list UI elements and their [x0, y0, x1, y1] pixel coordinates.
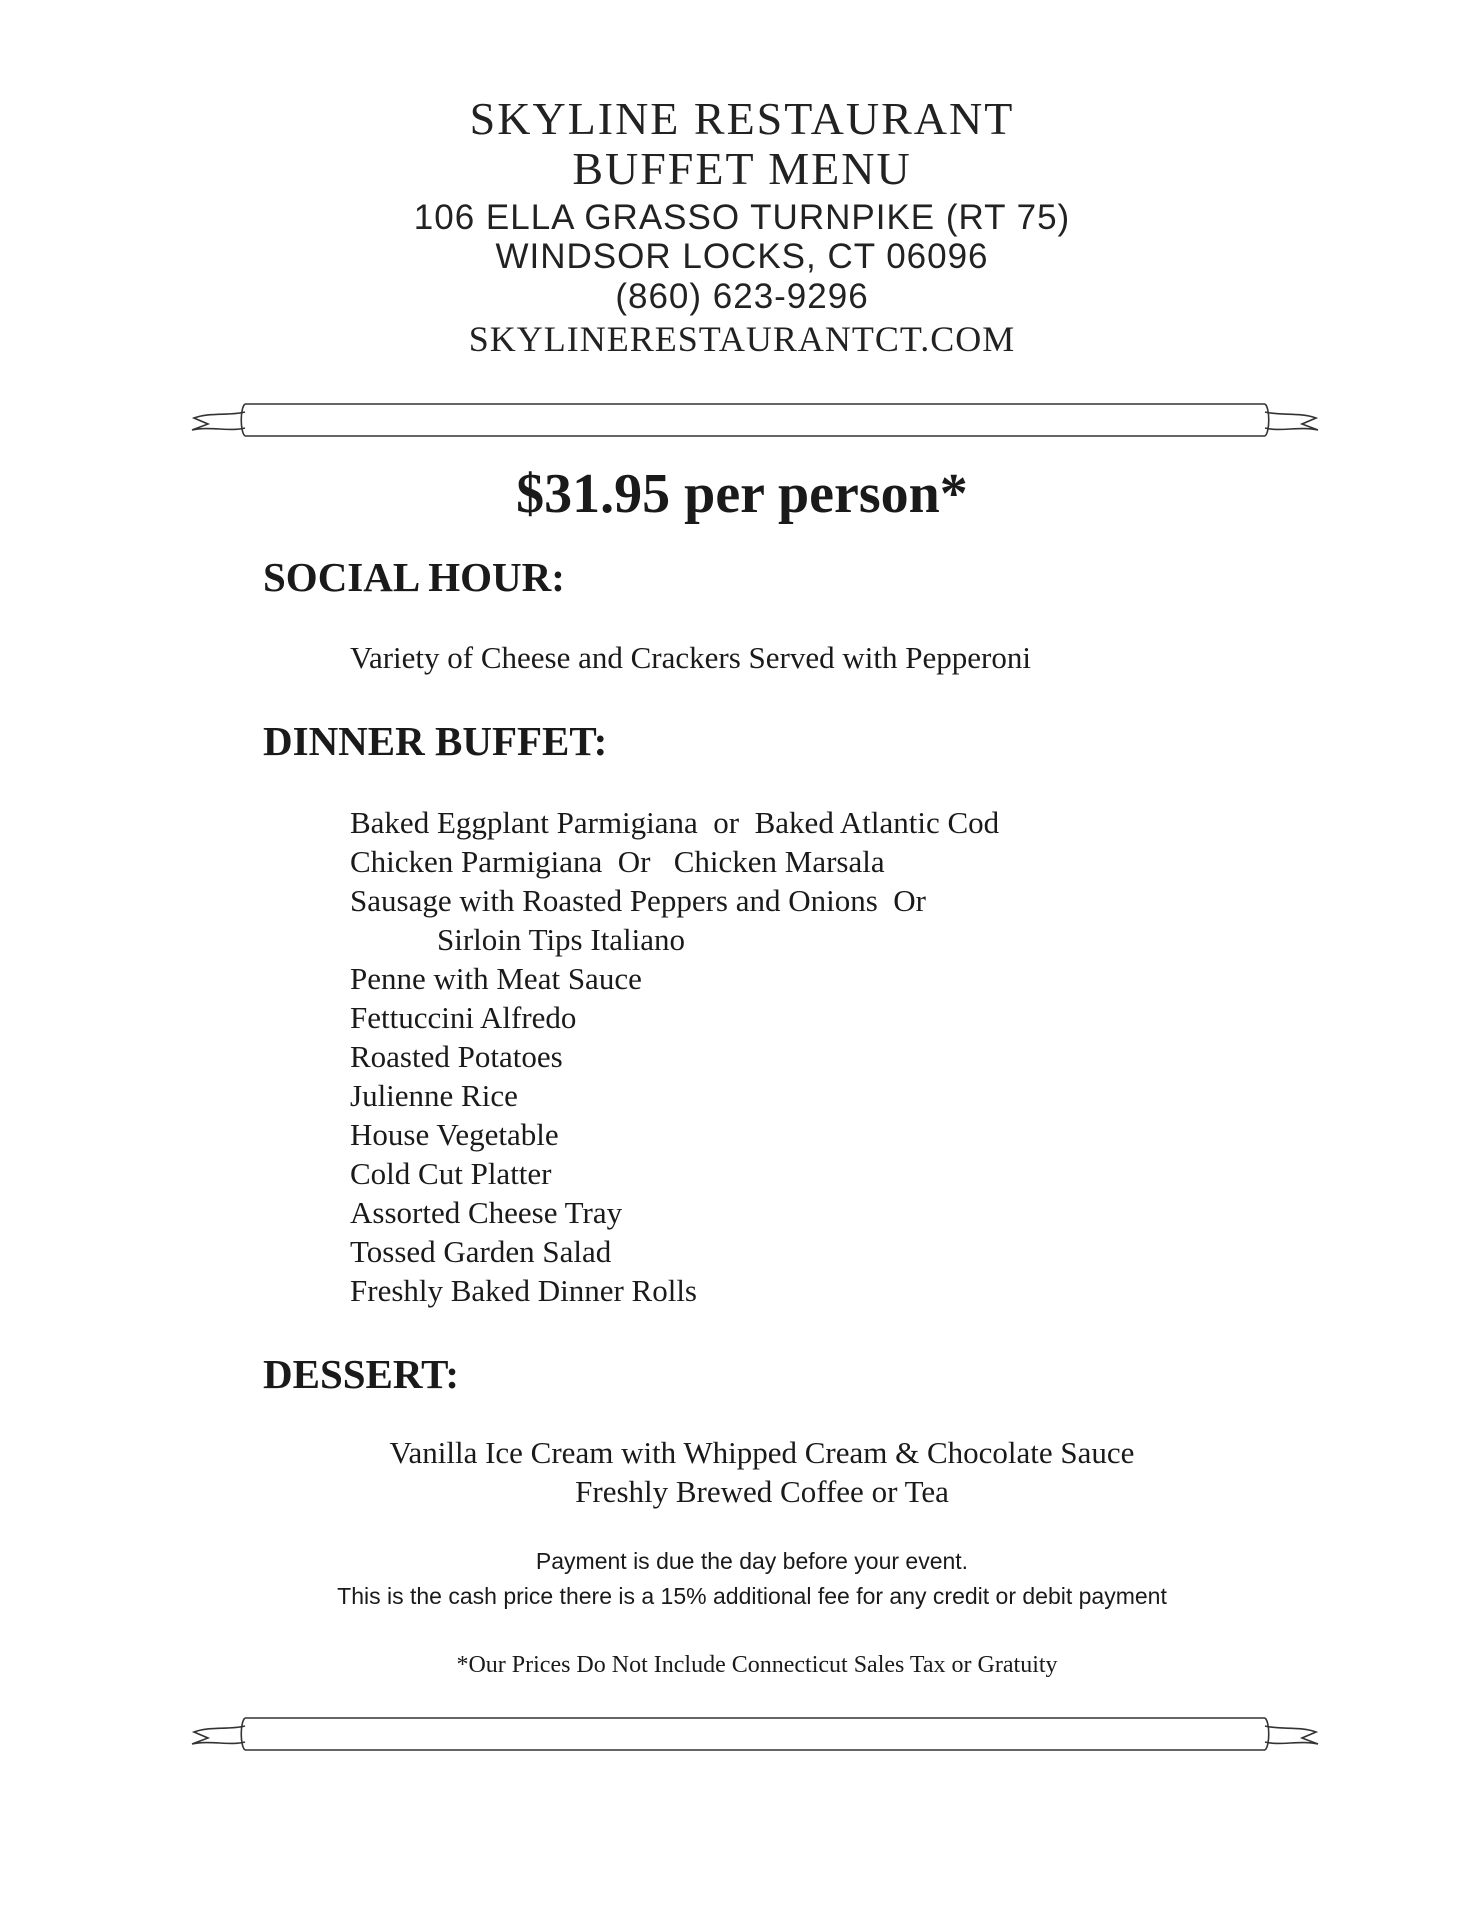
- dinner-item: Fettuccini Alfredo: [350, 1000, 577, 1035]
- cash-price-note: This is the cash price there is a 15% additional fee for any credit or debit payment: [337, 1583, 1167, 1609]
- dinner-item: Chicken Parmigiana Or Chicken Marsala: [350, 844, 885, 879]
- tax-disclaimer: *Our Prices Do Not Include Connecticut Sales Tax or Gratuity: [456, 1652, 1058, 1678]
- restaurant-name: SKYLINE RESTAURANT: [469, 93, 1015, 144]
- website: SKYLINERESTAURANTCT.COM: [468, 319, 1016, 359]
- address-line-2: WINDSOR LOCKS, CT 06096: [495, 237, 989, 276]
- dinner-item: Penne with Meat Sauce: [350, 961, 642, 996]
- price-per-person: $31.95 per person*: [516, 463, 968, 525]
- social-hour-heading: SOCIAL HOUR:: [263, 554, 565, 600]
- menu-title: BUFFET MENU: [572, 143, 912, 194]
- dessert-item: Vanilla Ice Cream with Whipped Cream & Chocolate Sauce: [389, 1435, 1135, 1470]
- dinner-buffet-heading: DINNER BUFFET:: [263, 718, 608, 764]
- dessert-item: Freshly Brewed Coffee or Tea: [575, 1474, 949, 1509]
- dessert-heading: DESSERT:: [263, 1351, 460, 1397]
- scroll-divider-bottom: [190, 1712, 1320, 1758]
- scroll-divider-top: [190, 398, 1320, 444]
- dinner-item: House Vegetable: [350, 1117, 559, 1152]
- dinner-item: Assorted Cheese Tray: [350, 1195, 623, 1230]
- dinner-item: Tossed Garden Salad: [350, 1234, 612, 1269]
- dinner-item: Sausage with Roasted Peppers and Onions Or: [350, 883, 926, 918]
- address-line-1: 106 ELLA GRASSO TURNPIKE (RT 75): [413, 198, 1071, 237]
- dinner-item: Sirloin Tips Italiano: [437, 922, 686, 957]
- social-hour-item: Variety of Cheese and Crackers Served with Pepperoni: [350, 640, 1031, 675]
- dinner-item: Julienne Rice: [350, 1078, 518, 1113]
- dinner-item: Baked Eggplant Parmigiana or Baked Atlantic Cod: [350, 805, 1000, 840]
- payment-due-note: Payment is due the day before your event.: [535, 1548, 969, 1574]
- phone-number: (860) 623-9296: [615, 277, 869, 316]
- dinner-item: Freshly Baked Dinner Rolls: [350, 1273, 697, 1308]
- dinner-item: Cold Cut Platter: [350, 1156, 552, 1191]
- dinner-item: Roasted Potatoes: [350, 1039, 563, 1074]
